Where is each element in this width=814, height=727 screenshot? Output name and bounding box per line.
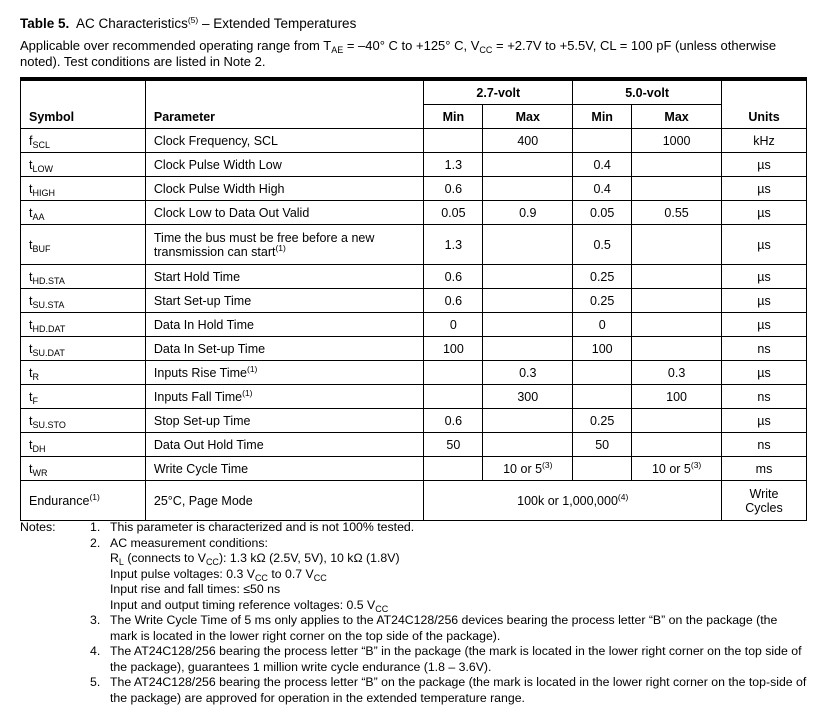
units-cell: Write Cycles xyxy=(722,481,807,521)
header-5v0: 5.0-volt xyxy=(573,79,722,105)
table-row xyxy=(21,225,807,265)
parameter-cell: Data In Set-up Time xyxy=(145,337,424,361)
units-cell: µs xyxy=(722,289,807,313)
header-min-2v7: Min xyxy=(424,105,483,129)
parameter-cell: Start Hold Time xyxy=(145,265,424,289)
table-row-endurance xyxy=(21,481,807,521)
symbol-cell: Endurance$^{(1)}$ xyxy=(21,481,146,521)
units-cell: ns xyxy=(722,337,807,361)
max-5v0-cell xyxy=(632,289,722,313)
units-cell: µs xyxy=(722,177,807,201)
table-body xyxy=(21,129,807,481)
parameter-cell: Write Cycle Time xyxy=(145,457,424,481)
max-2v7-cell: 0.3 xyxy=(483,361,573,385)
max-5v0-cell xyxy=(632,153,722,177)
table-row xyxy=(21,409,807,433)
min-2v7-cell: 1.3 xyxy=(424,153,483,177)
min-2v7-cell: 0 xyxy=(424,313,483,337)
max-2v7-cell xyxy=(483,225,573,265)
title-text: AC Characteristics xyxy=(76,16,188,31)
symbol-cell: $t_R$ xyxy=(21,361,146,385)
min-2v7-cell xyxy=(424,361,483,385)
symbol-cell: $t_F$ xyxy=(21,385,146,409)
max-2v7-cell: 10 or 5$^{(3)}$ xyxy=(483,457,573,481)
max-5v0-cell xyxy=(632,409,722,433)
symbol-cell: $t_{BUF}$ xyxy=(21,225,146,265)
table-row xyxy=(21,153,807,177)
units-cell: kHz xyxy=(722,129,807,153)
symbol-cell: $t_{SU.STO}$ xyxy=(21,409,146,433)
header-2v7: 2.7-volt xyxy=(424,79,573,105)
min-5v0-cell: 0.25 xyxy=(573,265,632,289)
parameter-cell: Data In Hold Time xyxy=(145,313,424,337)
min-5v0-cell: 0 xyxy=(573,313,632,337)
min-5v0-cell xyxy=(573,385,632,409)
max-5v0-cell: 1000 xyxy=(632,129,722,153)
max-5v0-cell: 0.55 xyxy=(632,201,722,225)
table-row xyxy=(21,313,807,337)
units-cell: ns xyxy=(722,385,807,409)
symbol-cell: $t_{SU.DAT}$ xyxy=(21,337,146,361)
table-row xyxy=(21,361,807,385)
max-2v7-cell: 400 xyxy=(483,129,573,153)
table-row xyxy=(21,201,807,225)
header-parameter: Parameter xyxy=(145,79,424,129)
min-2v7-cell xyxy=(424,129,483,153)
units-cell: µs xyxy=(722,225,807,265)
footnote-ref: (5) xyxy=(187,15,199,25)
min-5v0-cell xyxy=(573,361,632,385)
max-2v7-cell xyxy=(483,313,573,337)
units-cell: µs xyxy=(722,201,807,225)
max-2v7-cell xyxy=(483,289,573,313)
min-5v0-cell: 100 xyxy=(573,337,632,361)
table-row xyxy=(21,457,807,481)
title-suffix: – Extended Temperatures xyxy=(198,16,357,31)
parameter-cell: Clock Pulse Width Low xyxy=(145,153,424,177)
parameter-cell: Clock Pulse Width High xyxy=(145,177,424,201)
max-2v7-cell xyxy=(483,433,573,457)
min-5v0-cell: 0.25 xyxy=(573,409,632,433)
parameter-cell: Stop Set-up Time xyxy=(145,409,424,433)
parameter-cell: Inputs Rise Time$^{(1)}$ xyxy=(145,361,424,385)
max-5v0-cell: 10 or 5$^{(3)}$ xyxy=(632,457,722,481)
table-title xyxy=(20,16,356,31)
max-2v7-cell xyxy=(483,409,573,433)
min-5v0-cell: 0.25 xyxy=(573,289,632,313)
symbol-cell: $t_{SU.STA}$ xyxy=(21,289,146,313)
symbol-cell: $t_{AA}$ xyxy=(21,201,146,225)
min-5v0-cell: 0.5 xyxy=(573,225,632,265)
min-5v0-cell xyxy=(573,457,632,481)
min-5v0-cell: 0.4 xyxy=(573,177,632,201)
parameter-cell: Clock Low to Data Out Valid xyxy=(145,201,424,225)
units-cell: µs xyxy=(722,409,807,433)
units-cell: µs xyxy=(722,265,807,289)
min-2v7-cell: 0.6 xyxy=(424,177,483,201)
min-2v7-cell: 0.6 xyxy=(424,265,483,289)
symbol-cell: $t_{DH}$ xyxy=(21,433,146,457)
symbol-cell: $t_{LOW}$ xyxy=(21,153,146,177)
max-2v7-cell: 0.9 xyxy=(483,201,573,225)
min-2v7-cell: 100 xyxy=(424,337,483,361)
max-2v7-cell xyxy=(483,265,573,289)
ac-characteristics-table xyxy=(20,77,807,521)
min-2v7-cell: 0.05 xyxy=(424,201,483,225)
table-row xyxy=(21,177,807,201)
note-5: 5. The AT24C128/256 bearing the process letter “B” on the package (the mark is located in the lower right corner on the top-side of the package) are approved for operation in the extended temperature range. xyxy=(90,675,807,705)
endurance-value: 100k or 1,000,000$^{(4)}$ xyxy=(424,481,722,521)
max-2v7-cell xyxy=(483,337,573,361)
note-3: 3. The Write Cycle Time of 5 ms only applies to the AT24C128/256 devices bearing the process letter “B” on the package (the mark is located in the lower right corner on the top side of the package). xyxy=(90,613,778,643)
header-units: Units xyxy=(722,79,807,129)
max-5v0-cell xyxy=(632,225,722,265)
parameter-cell: Start Set-up Time xyxy=(145,289,424,313)
note-1: 1. This parameter is characterized and is not 100% tested. xyxy=(90,520,415,534)
note-2: 2. AC measurement conditions: $R_L$ (connects to $V_{CC}$): 1.3 kΩ (2.5V, 5V), 10 kΩ (1.8V) Input pulse voltages: 0.3 $V_{CC}$ to 0.7 $V_{CC}$ Input rise and fall times: ≤50 ns Input and output timing reference voltages: 0.5 $V_{CC}$ xyxy=(90,535,400,614)
parameter-cell: Data Out Hold Time xyxy=(145,433,424,457)
units-cell: µs xyxy=(722,361,807,385)
table-row xyxy=(21,289,807,313)
parameter-cell: Clock Frequency, SCL xyxy=(145,129,424,153)
max-5v0-cell xyxy=(632,337,722,361)
notes-list xyxy=(90,520,808,706)
max-2v7-cell xyxy=(483,153,573,177)
table-row xyxy=(21,129,807,153)
max-2v7-cell xyxy=(483,177,573,201)
table-number: Table 5. xyxy=(20,16,70,31)
notes-label: Notes: xyxy=(20,520,56,534)
header-max-5v0: Max xyxy=(632,105,722,129)
max-5v0-cell xyxy=(632,433,722,457)
min-2v7-cell xyxy=(424,385,483,409)
header-min-5v0: Min xyxy=(573,105,632,129)
table-row xyxy=(21,265,807,289)
header-max-2v7: Max xyxy=(483,105,573,129)
min-2v7-cell: 0.6 xyxy=(424,409,483,433)
min-2v7-cell: 1.3 xyxy=(424,225,483,265)
min-2v7-cell: 50 xyxy=(424,433,483,457)
table-row xyxy=(21,337,807,361)
max-5v0-cell: 0.3 xyxy=(632,361,722,385)
max-5v0-cell: 100 xyxy=(632,385,722,409)
units-cell: µs xyxy=(722,153,807,177)
max-5v0-cell xyxy=(632,265,722,289)
parameter-cell: Inputs Fall Time$^{(1)}$ xyxy=(145,385,424,409)
header-symbol: Symbol xyxy=(21,79,146,129)
intro-text: Applicable over recommended operating range from $T_{AE} = -40^\circ$ C to +125° C, $V_{CC} = +2.7V$ to +5.5V, CL = 100 pF (unless otherwise noted). Test conditions are listed in Note 2. xyxy=(20,38,777,69)
max-2v7-cell: 300 xyxy=(483,385,573,409)
symbol-cell: $t_{HD.DAT}$ xyxy=(21,313,146,337)
min-5v0-cell: 0.4 xyxy=(573,153,632,177)
table-row xyxy=(21,433,807,457)
parameter-cell: 25°C, Page Mode xyxy=(145,481,424,521)
max-5v0-cell xyxy=(632,177,722,201)
min-5v0-cell: 50 xyxy=(573,433,632,457)
min-2v7-cell: 0.6 xyxy=(424,289,483,313)
min-5v0-cell xyxy=(573,129,632,153)
units-cell: ns xyxy=(722,433,807,457)
symbol-cell: $f_{SCL}$ xyxy=(21,129,146,153)
parameter-cell: Time the bus must be free before a new transmission can start$^{(1)}$ xyxy=(145,225,424,265)
min-2v7-cell xyxy=(424,457,483,481)
symbol-cell: $t_{WR}$ xyxy=(21,457,146,481)
units-cell: ms xyxy=(722,457,807,481)
symbol-cell: $t_{HD.STA}$ xyxy=(21,265,146,289)
note-4: 4. The AT24C128/256 bearing the process letter “B” in the package (the mark is located in the lower right corner on the top side of the package), guarantees 1 million write cycle endurance (1.8 – 3.6V). xyxy=(90,644,802,674)
min-5v0-cell: 0.05 xyxy=(573,201,632,225)
symbol-cell: $t_{HIGH}$ xyxy=(21,177,146,201)
max-5v0-cell xyxy=(632,313,722,337)
units-cell: µs xyxy=(722,313,807,337)
table-row xyxy=(21,385,807,409)
